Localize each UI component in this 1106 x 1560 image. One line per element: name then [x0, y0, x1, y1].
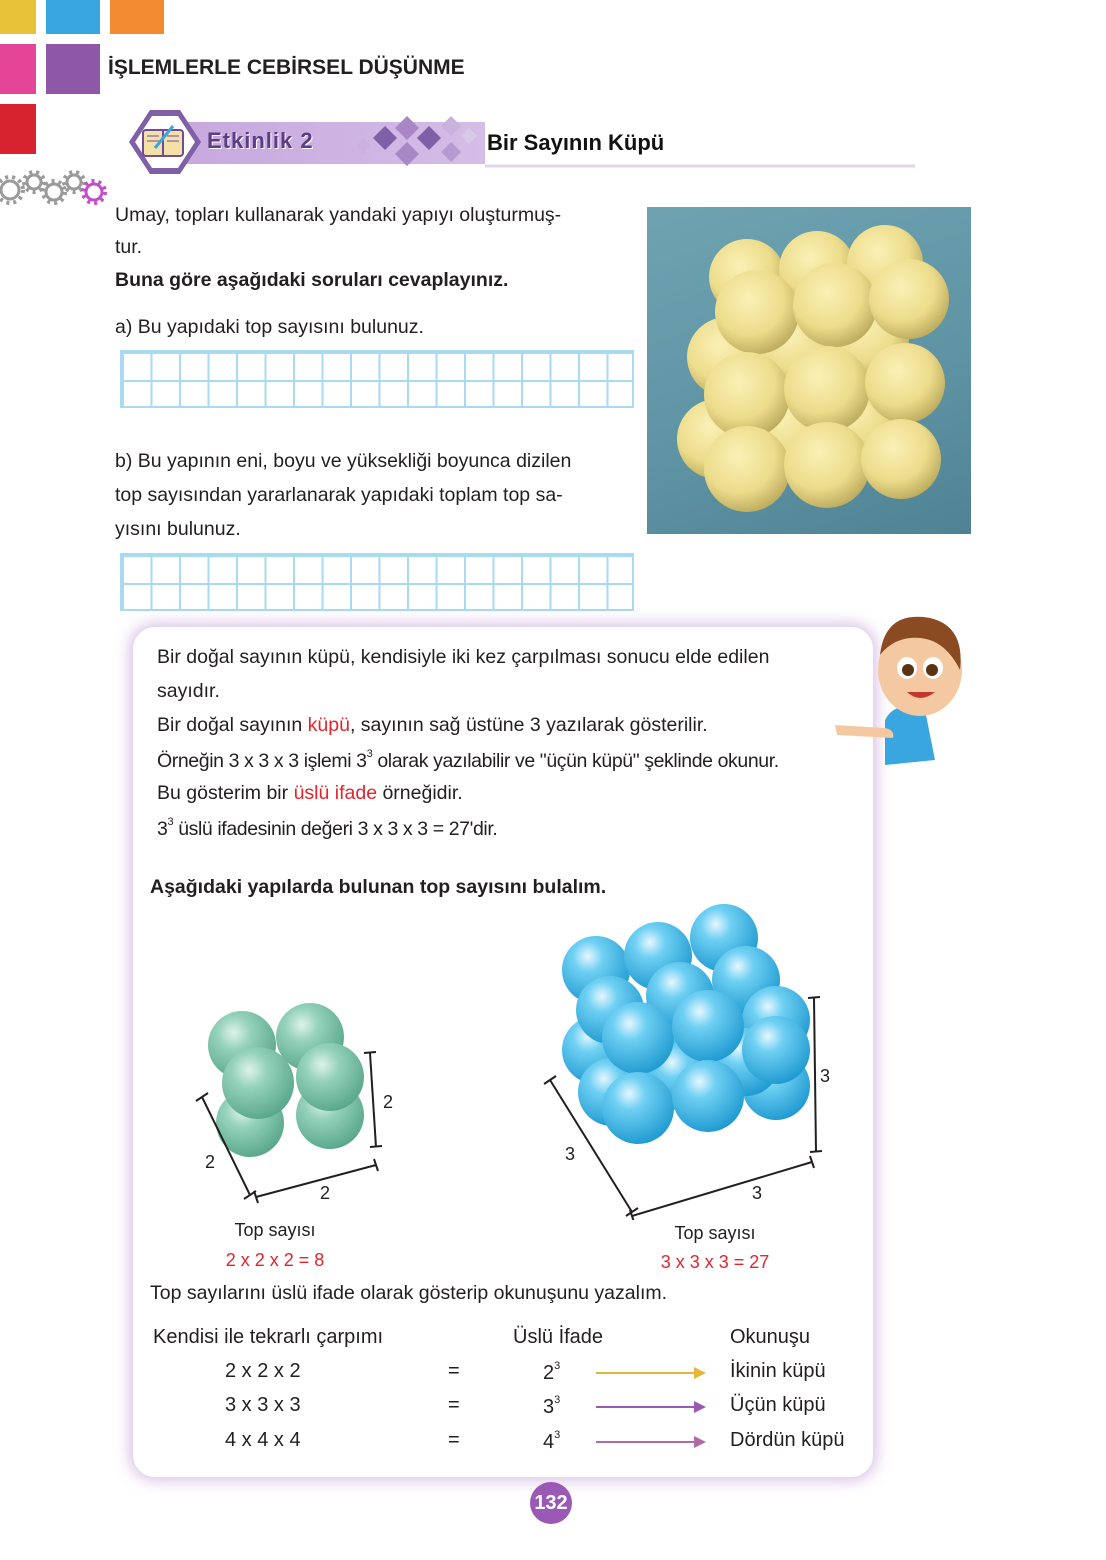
corner-square-blue	[46, 0, 100, 34]
big-cube-dim-depth: 3	[565, 1144, 576, 1164]
info-line6-sup: 3	[167, 816, 174, 828]
info-line4	[157, 748, 779, 773]
question-b-line1: b) Bu yapının eni, boyu ve yüksekliği boyunca dizilen	[115, 450, 572, 472]
row3-exp: 3	[554, 1429, 561, 1441]
info-line4-post: olarak yazılabilir ve "üçün küpü" şeklinde okunur.	[372, 750, 779, 772]
row2-product: 3 x 3 x 3	[225, 1394, 301, 1416]
info-line5	[157, 782, 463, 805]
row1-base: 2	[543, 1362, 555, 1384]
row3-eq: =	[448, 1429, 460, 1451]
row1-exp: 3	[554, 1360, 561, 1372]
table-header-exponent: Üslü İfade	[513, 1326, 604, 1348]
row1-exponent	[543, 1360, 560, 1385]
info-line2: sayıdır.	[157, 680, 220, 702]
info-line3-red: küpü	[307, 714, 350, 736]
corner-square-orange	[110, 0, 164, 34]
row2-base: 3	[543, 1396, 555, 1418]
activity-title: Bir Sayının Küpü	[487, 130, 665, 155]
boy-character	[825, 600, 975, 770]
row2-exponent	[543, 1394, 560, 1419]
gears-icon	[0, 168, 110, 214]
row1-reading: İkinin küpü	[730, 1360, 826, 1382]
info-line3-post: , sayının sağ üstüne 3 yazılarak gösterilir.	[349, 714, 708, 736]
question-a: a) Bu yapıdaki top sayısını bulunuz.	[115, 316, 424, 338]
row3-product: 4 x 4 x 4	[225, 1429, 301, 1451]
small-cube-result: 2 x 2 x 2 = 8	[225, 1250, 325, 1270]
table-header-reading: Okunuşu	[730, 1326, 811, 1348]
activity-label: Etkinlik 2	[207, 128, 314, 153]
info-line5-post: örneğidir.	[377, 782, 463, 804]
info-line3	[157, 714, 708, 737]
corner-square-purple	[46, 44, 100, 94]
row3-base: 4	[543, 1431, 555, 1453]
row3-exponent	[543, 1429, 560, 1454]
yellow-ball-cube-photo	[647, 207, 971, 534]
corner-square-yellow	[0, 0, 36, 34]
row1-eq: =	[448, 1360, 460, 1382]
notebook-icon	[143, 126, 183, 156]
page-number: 132	[530, 1482, 572, 1524]
chapter-title: İŞLEMLERLE CEBİRSEL DÜŞÜNME	[108, 56, 465, 79]
info-line3-pre: Bir doğal sayının	[157, 714, 308, 736]
info-line4-sup: 3	[366, 748, 373, 760]
big-cube-result: 3 x 3 x 3 = 27	[660, 1252, 770, 1272]
small-green-cube	[190, 995, 410, 1205]
big-cube-dim-width: 3	[752, 1183, 763, 1203]
find-heading: Aşağıdaki yapılarda bulunan top sayısını bulalım.	[150, 876, 607, 898]
question-b-line3: yısını bulunuz.	[115, 518, 241, 540]
row2-exp: 3	[554, 1394, 561, 1406]
question-b-line2: top sayısından yararlanarak yapıdaki toplam top sa-	[115, 484, 563, 506]
intro-instruction: Buna göre aşağıdaki soruları cevaplayınız.	[115, 269, 509, 291]
big-cube-dim-height: 3	[820, 1066, 831, 1086]
row2-arrow-icon	[596, 1400, 708, 1414]
big-blue-cube	[540, 900, 840, 1220]
info-line6-post: üslü ifadesinin değeri 3 x 3 x 3 = 27'dir.	[173, 818, 498, 840]
big-cube-caption: Top sayısı	[674, 1223, 756, 1243]
intro-line2: tur.	[115, 236, 143, 258]
exponent-intro: Top sayılarını üslü ifade olarak gösterip okunuşunu yazalım.	[150, 1282, 668, 1304]
small-cube-caption: Top sayısı	[234, 1220, 316, 1240]
small-cube-dim-depth: 2	[205, 1152, 216, 1172]
row1-product: 2 x 2 x 2	[225, 1360, 301, 1382]
answer-grid-a[interactable]	[120, 350, 634, 408]
corner-square-red	[0, 104, 36, 154]
small-cube-dim-width: 2	[320, 1183, 331, 1203]
row2-reading: Üçün küpü	[730, 1394, 826, 1416]
row2-eq: =	[448, 1394, 460, 1416]
intro-line1: Umay, topları kullanarak yandaki yapıyı oluşturmuş-	[115, 204, 562, 226]
info-line6-pre: 3	[157, 818, 168, 840]
info-line5-pre: Bu gösterim bir	[157, 782, 294, 804]
table-header-product: Kendisi ile tekrarlı çarpımı	[153, 1326, 384, 1348]
row1-arrow-icon	[596, 1366, 708, 1380]
info-line5-red: üslü ifade	[293, 782, 378, 804]
row3-arrow-icon	[596, 1435, 708, 1449]
answer-grid-b[interactable]	[120, 553, 634, 611]
corner-square-pink	[0, 44, 36, 94]
row3-reading: Dördün küpü	[730, 1429, 845, 1451]
info-line4-pre: Örneğin 3 x 3 x 3 işlemi 3	[157, 750, 367, 772]
info-line6	[157, 816, 497, 841]
small-cube-dim-height: 2	[383, 1092, 394, 1112]
info-line1: Bir doğal sayının küpü, kendisiyle iki kez çarpılması sonucu elde edilen	[157, 646, 770, 668]
